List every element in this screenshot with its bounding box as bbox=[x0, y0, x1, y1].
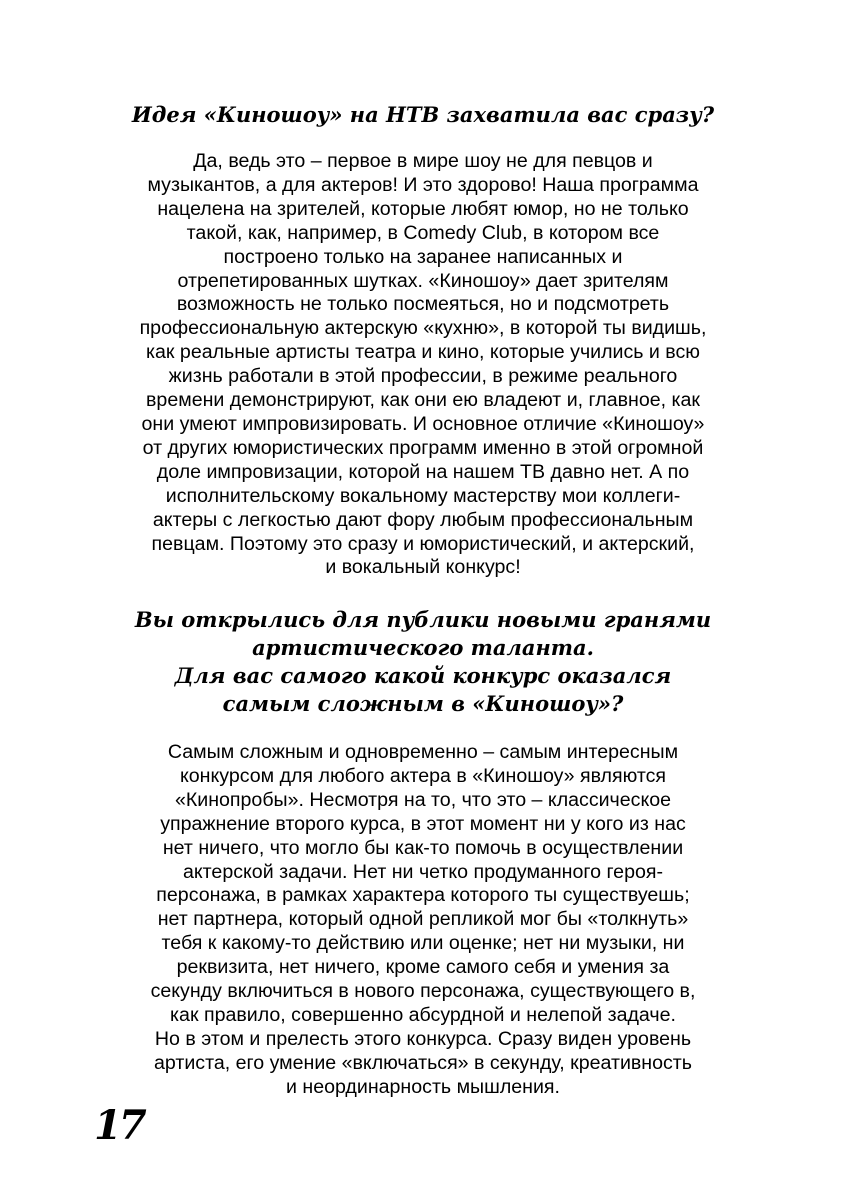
answer-line: Но в этом и прелесть этого конкурса. Сразу виден уровень bbox=[154, 1027, 692, 1050]
answer-line: возможность не только посмеяться, но и подсмотреть bbox=[176, 293, 670, 316]
answer-line: как правило, совершенно абсурдной и нелепой задаче. bbox=[170, 1003, 676, 1026]
answer-line: профессиональную актерскую «кухню», в которой ты видишь, bbox=[139, 317, 707, 340]
answer-line: музыкантов, а для актеров! И это здорово! Наша программа bbox=[147, 173, 699, 196]
answer-line: секунду включиться в нового персонажа, существующего в, bbox=[150, 980, 696, 1003]
answer-line: Да, ведь это – первое в мире шоу не для певцов и bbox=[193, 150, 653, 172]
answer-line: Самым сложным и одновременно – самым интересным bbox=[167, 741, 679, 763]
answer-line: артиста, его умение «включаться» в секунду, креативность bbox=[154, 1051, 692, 1074]
question-2 bbox=[90, 606, 756, 718]
answer-line: исполнительскому вокальному мастерству мои коллеги- bbox=[165, 484, 681, 507]
answer-line: жизнь работали в этой профессии, в режиме реального bbox=[168, 365, 678, 388]
answer-line: такой, как, например, в Comedy Club, в котором все bbox=[186, 221, 660, 244]
answer-line: как реальные артисты театра и кино, которые учились и всю bbox=[146, 341, 700, 364]
answer-line: актерской задачи. Нет ни четко продуманного героя- bbox=[182, 860, 663, 883]
answer-2 bbox=[95, 741, 751, 1100]
answer-line: «Кинопробы». Несмотря на то, что это – классическое bbox=[174, 788, 672, 811]
answer-line: нацелена на зрителей, которые любят юмор, но не только bbox=[157, 197, 689, 220]
answer-line: нет партнера, который одной репликой мог бы «толкнуть» bbox=[157, 908, 689, 931]
answer-line: певцам. Поэтому это сразу и юмористический, и актерский, bbox=[151, 532, 695, 555]
question-line: артистического таланта. bbox=[252, 635, 594, 660]
answer-line: построено только на заранее написанных и bbox=[223, 245, 623, 268]
answer-1 bbox=[95, 150, 751, 580]
answer-line: и неординарность мышления. bbox=[285, 1075, 560, 1098]
answer-line: реквизита, нет ничего, кроме самого себя и умения за bbox=[176, 956, 670, 979]
answer-line: отрепетированных шутках. «Киношоу» дает зрителям bbox=[177, 269, 669, 292]
answer-line: нет ничего, что могло бы как-то помочь в осуществлении bbox=[162, 836, 684, 859]
page-number: 17 bbox=[94, 1102, 144, 1149]
answer-line: актеры с легкостью дают фору любым профессиональным bbox=[152, 508, 694, 531]
question-line: Вы открылись для публики новыми гранями bbox=[134, 607, 712, 632]
answer-line: и вокальный конкурс! bbox=[325, 556, 521, 579]
answer-line: персонажа, в рамках характера которого ты существуешь; bbox=[156, 884, 690, 907]
answer-line: упражнение второго курса, в этот момент ни у кого из нас bbox=[160, 812, 686, 835]
answer-line: доле импровизации, которой на нашем ТВ давно нет. А по bbox=[156, 460, 690, 483]
answer-line: от других юмористических программ именно в этой огромной bbox=[142, 436, 704, 459]
answer-line: тебя к какому-то действию или оценке; нет ни музыки, ни bbox=[161, 932, 685, 955]
answer-line: времени демонстрируют, как они ею владеют и, главное, как bbox=[146, 389, 700, 412]
question-line: самым сложным в «Киношоу»? bbox=[222, 691, 624, 716]
answer-line: конкурсом для любого актера в «Киношоу» являются bbox=[179, 764, 667, 787]
question-line: Идея «Киношоу» на НТВ захватила вас сразу? bbox=[131, 102, 715, 127]
answer-line: они умеют импровизировать. И основное отличие «Киношоу» bbox=[141, 412, 705, 435]
question-1 bbox=[90, 101, 756, 129]
question-line: Для вас самого какой конкурс оказался bbox=[174, 663, 672, 688]
